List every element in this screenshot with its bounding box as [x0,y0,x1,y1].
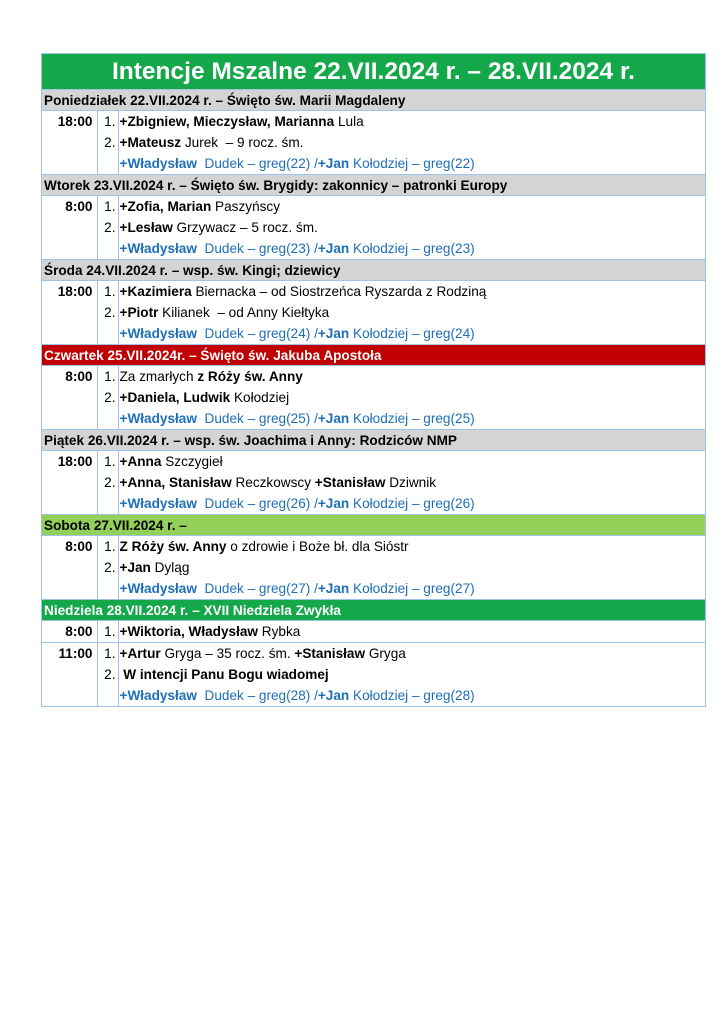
intention-number: 1. [97,111,118,133]
day-masses [42,280,705,344]
intention-row [42,217,705,238]
intention-detail: Dyląg [150,560,190,575]
intention-text [118,472,705,493]
intention-row [42,323,705,344]
intention-name: +Zbigniew, Mieczysław, Marianna [119,114,335,129]
intention-row [42,472,705,493]
intention-name: +Jan [317,156,350,171]
intention-name: +Władysław [119,581,197,596]
mass-time: 8:00 [42,196,97,260]
intention-name: +Jan [317,581,350,596]
intention-row [42,281,705,303]
intention-number: 1. [97,643,118,665]
day-header: Niedziela 28.VII.2024 r. – XVII Niedziela Zwykła [42,599,705,620]
intention-detail: o zdrowie i Boże bł. dla Sióstr [226,539,409,554]
intention-number: 2. [97,387,118,408]
day-masses [42,365,705,429]
intention-detail: Kołodziej – greg(25) [349,411,475,426]
intention-text [118,238,705,259]
intention-row [42,493,705,514]
intention-text [118,493,705,514]
intention-text [118,281,705,303]
intention-text [118,111,705,133]
intention-name: +Kazimiera [119,284,192,299]
intention-name: +Jan [317,496,350,511]
intention-row [42,132,705,153]
intention-detail: Dudek – greg(28) / [196,688,318,703]
intention-text [118,196,705,218]
intention-detail: Paszyńscy [211,199,281,214]
intention-number [97,685,118,706]
intention-text [118,366,705,388]
intention-detail: Kołodziej – greg(26) [349,496,475,511]
intention-name: +Władysław [119,411,197,426]
intention-text [118,153,705,174]
day-masses [42,110,705,174]
intention-name: +Anna [119,454,162,469]
intention-row [42,578,705,599]
intention-text [118,664,705,685]
intention-row [42,387,705,408]
intention-number: 1. [97,366,118,388]
intention-number: 2. [97,132,118,153]
intention-detail: Dudek – greg(26) / [196,496,318,511]
intention-name: +Stanisław [294,646,366,661]
intention-row [42,366,705,388]
intention-detail: Dudek – greg(23) / [196,241,318,256]
intention-name: +Anna, Stanisław [119,475,232,490]
intention-detail: Gryga [365,646,406,661]
mass-time: 8:00 [42,536,97,600]
intention-detail: Reczkowscy [231,475,315,490]
intention-detail: Biernacka – od Siostrzeńca Ryszarda z Rodziną [191,284,487,299]
intention-number: 2. [97,217,118,238]
day-header: Piątek 26.VII.2024 r. – wsp. św. Joachima i Anny: Rodziców NMP [42,429,705,450]
intention-text [118,536,705,558]
intention-row [42,621,705,643]
intention-number: 1. [97,196,118,218]
intention-detail: Rybka [258,624,301,639]
intention-name: +Lesław [119,220,173,235]
intention-number: 1. [97,451,118,473]
mass-time: 8:00 [42,366,97,430]
intention-row [42,685,705,706]
intention-name: +Władysław [119,326,197,341]
intention-text [118,323,705,344]
intention-detail: Kołodziej – greg(28) [349,688,475,703]
mass-time: 11:00 [42,643,97,707]
intention-detail: Dudek – greg(24) / [196,326,318,341]
intention-name: +Jan [317,326,350,341]
intention-detail: Za zmarłych [119,369,198,384]
intention-name: Z Róży św. Anny [119,539,227,554]
intention-name: +Stanisław [314,475,386,490]
intention-text [118,451,705,473]
intention-name: +Zofia, Marian [119,199,212,214]
intention-row [42,643,705,665]
intention-number: 1. [97,281,118,303]
intention-name: +Piotr [119,305,159,320]
intention-text [118,578,705,599]
day-masses [42,450,705,514]
intention-row [42,536,705,558]
day-masses [42,535,705,599]
mass-time: 18:00 [42,111,97,175]
intention-name: +Mateusz [119,135,182,150]
intention-detail: Dudek – greg(27) / [196,581,318,596]
intention-name: +Jan [317,411,350,426]
intention-text [118,387,705,408]
intention-detail: Dudek – greg(22) / [196,156,318,171]
intention-text [118,557,705,578]
days-container [42,89,705,706]
intention-text [118,132,705,153]
intention-number: 2. [97,664,118,685]
intention-row [42,664,705,685]
day-masses [42,620,705,706]
day-header: Wtorek 23.VII.2024 r. – Święto św. Brygidy: zakonnicy – patronki Europy [42,174,705,195]
mass-time: 18:00 [42,281,97,345]
intention-detail: Gryga – 35 rocz. śm. [160,646,295,661]
intention-number: 2. [97,557,118,578]
intention-detail: Grzywacz – 5 rocz. śm. [172,220,318,235]
day-header: Środa 24.VII.2024 r. – wsp. św. Kingi; dziewicy [42,259,705,280]
intention-number: 2. [97,302,118,323]
intention-detail: Kołodziej – greg(23) [349,241,475,256]
intention-number [97,578,118,599]
intention-number [97,323,118,344]
intention-name: +Artur [119,646,161,661]
intention-text [118,643,705,665]
mass-intentions-table [41,53,706,707]
intention-number [97,238,118,259]
intention-name: +Jan [317,688,350,703]
intention-text [118,302,705,323]
intention-row [42,302,705,323]
intention-text [118,408,705,429]
intention-name: +Wiktoria, Władysław [119,624,258,639]
intention-text [118,217,705,238]
mass-time: 8:00 [42,621,97,643]
intention-number: 2. [97,472,118,493]
intention-row [42,153,705,174]
intention-text [118,685,705,706]
intention-number: 1. [97,621,118,643]
intention-name: +Daniela, Ludwik [119,390,231,405]
intention-row [42,408,705,429]
intention-name: +Władysław [119,688,197,703]
intention-detail: Kołodziej – greg(22) [349,156,475,171]
day-header: Poniedziałek 22.VII.2024 r. – Święto św. Marii Magdaleny [42,89,705,110]
document-title: Intencje Mszalne 22.VII.2024 r. – 28.VII.2024 r. [42,54,705,89]
intention-detail: Dziwnik [385,475,437,490]
intention-detail: Szczygieł [161,454,223,469]
intention-name: +Władysław [119,496,197,511]
intention-detail: Kołodziej [230,390,290,405]
day-header: Czwartek 25.VII.2024r. – Święto św. Jakuba Apostoła [42,344,705,365]
intention-number [97,153,118,174]
intention-name: +Jan [317,241,350,256]
intention-detail: Kilianek – od Anny Kiełtyka [158,305,330,320]
intention-name: +Władysław [119,156,197,171]
intention-number [97,408,118,429]
intention-number: 1. [97,536,118,558]
intention-detail: Kołodziej – greg(24) [349,326,475,341]
intention-name: z Róży św. Anny [197,369,303,384]
intention-number [97,493,118,514]
day-header: Sobota 27.VII.2024 r. – [42,514,705,535]
intention-detail: Dudek – greg(25) / [196,411,318,426]
day-masses [42,195,705,259]
intention-name: +Władysław [119,241,197,256]
intention-row [42,111,705,133]
intention-name: +Jan [119,560,151,575]
intention-text [118,621,705,643]
intention-row [42,451,705,473]
intention-row [42,557,705,578]
intention-name: W intencji Panu Bogu wiadomej [119,667,329,682]
intention-detail: Lula [334,114,364,129]
mass-time: 18:00 [42,451,97,515]
intention-row [42,196,705,218]
intention-detail: Jurek – 9 rocz. śm. [181,135,304,150]
intention-detail: Kołodziej – greg(27) [349,581,475,596]
intention-row [42,238,705,259]
